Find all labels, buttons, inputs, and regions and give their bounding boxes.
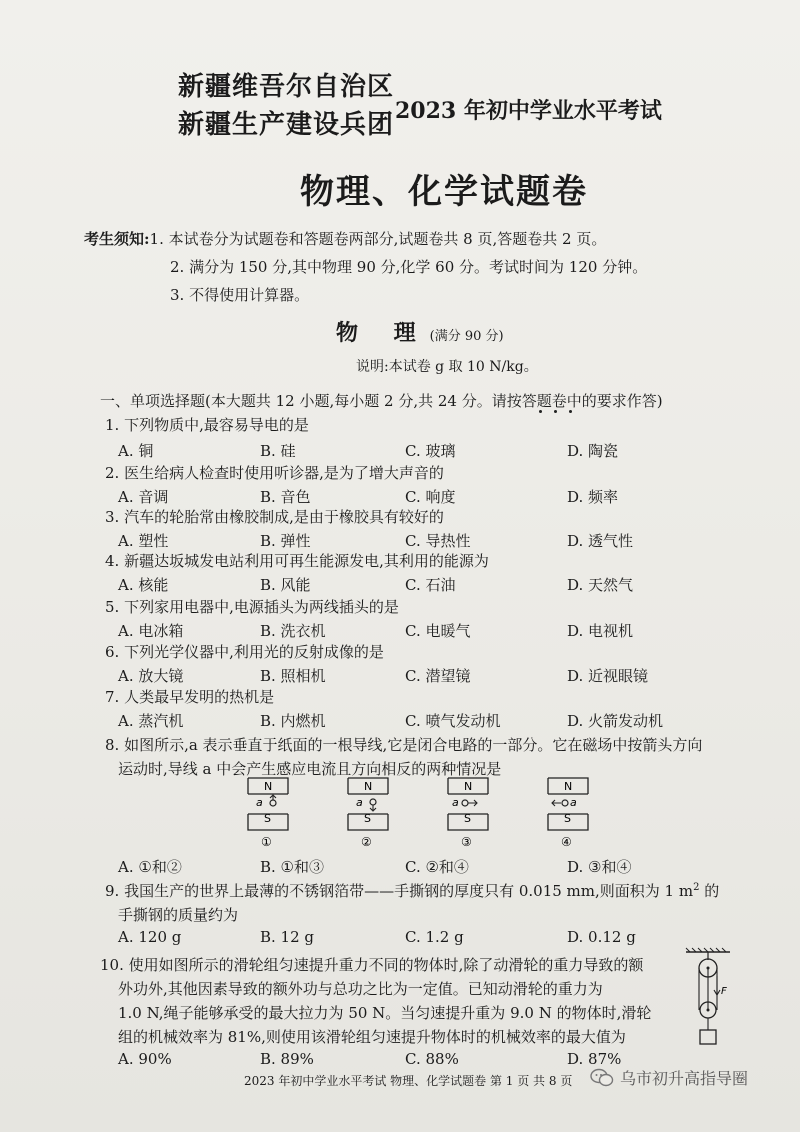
option: A. 120 g: [118, 928, 182, 946]
notice-item-2: 2. 满分为 150 分,其中物理 90 分,化学 60 分。考试时间为 120 分钟。: [170, 258, 648, 276]
wire-icon: [270, 800, 276, 806]
q9-line-1: [105, 880, 719, 901]
magnet-figure-4: [548, 778, 588, 849]
option: B. 照相机: [260, 667, 326, 685]
option: D. 火箭发动机: [567, 712, 664, 730]
arrow-right-icon: [468, 800, 477, 806]
pole-s-label: S: [264, 812, 271, 825]
option: B. 12 g: [260, 928, 315, 946]
force-label: F: [721, 986, 727, 997]
force-arrow-icon: [714, 976, 720, 995]
option: C. 响度: [405, 488, 456, 506]
option: D. 87%: [567, 1050, 622, 1068]
physics-title: 物 理: [336, 320, 430, 346]
q9-sup: 2: [693, 882, 700, 893]
weight-block-icon: [700, 1030, 716, 1044]
option: D. 天然气: [567, 576, 634, 594]
pole-n-label: N: [564, 780, 573, 793]
magnet-figure-2: [348, 778, 388, 849]
q10-line-1: 10. 使用如图所示的滑轮组匀速提升重力不同的物体时,除了动滑轮的重力导致的额: [100, 956, 644, 974]
pole-n-label: N: [264, 780, 273, 793]
notice-label: 考生须知:: [84, 230, 150, 248]
wire-icon: [370, 799, 376, 805]
q8-line-1: 8. 如图所示,a 表示垂直于纸面的一根导线,它是闭合电路的一部分。它在磁场中按箭头方向: [105, 736, 703, 754]
page-footer: 2023 年初中学业水平考试 物理、化学试题卷 第 1 页 共 8 页: [244, 1074, 573, 1088]
pole-n-label: N: [364, 780, 373, 793]
option: B. 洗衣机: [260, 622, 326, 640]
option: C. 石油: [405, 576, 456, 594]
magnet-figures: [240, 774, 620, 854]
option: B. 音色: [260, 488, 311, 506]
physics-score: (满分 90 分): [429, 329, 504, 344]
question-stem: 2. 医生给病人检查时使用听诊器,是为了增大声音的: [105, 464, 444, 482]
header-exam-title: 2023 年初中学业水平考试: [395, 98, 662, 124]
emphasis-dot: [554, 410, 557, 413]
wechat-icon: [590, 1067, 614, 1089]
arrow-up-icon: [270, 795, 276, 800]
option: C. 玻璃: [405, 442, 456, 460]
option: B. 硅: [260, 442, 296, 460]
notice-item-3: 3. 不得使用计算器。: [170, 286, 310, 304]
option: B. 弹性: [260, 532, 311, 550]
figure-label: ②: [361, 835, 372, 849]
wire-label: a: [570, 796, 577, 809]
pole-s-label: S: [464, 812, 471, 825]
figure-label: ①: [261, 835, 272, 849]
option: B. 内燃机: [260, 712, 326, 730]
q10-line-4: 组的机械效率为 81%,则使用该滑轮组匀速提升物体时的机械效率的最大值为: [118, 1028, 626, 1046]
option: C. 潜望镜: [405, 667, 471, 685]
magnet-figure-3: [448, 778, 488, 849]
question-stem: 4. 新疆达坂城发电站利用可再生能源发电,其利用的能源为: [105, 552, 489, 570]
physics-heading: [336, 316, 504, 347]
watermark-text: 乌市初升高指导圈: [620, 1069, 749, 1088]
watermark: [590, 1066, 748, 1089]
question-stem: 3. 汽车的轮胎常由橡胶制成,是由于橡胶具有较好的: [105, 508, 444, 526]
notice-line-1: [84, 228, 606, 249]
option: B. ①和③: [260, 858, 325, 876]
option: D. 透气性: [567, 532, 634, 550]
option: A. 放大镜: [118, 667, 184, 685]
option: D. 近视眼镜: [567, 667, 649, 685]
q9-line-2: 手撕钢的质量约为: [118, 906, 239, 924]
wire-label: a: [356, 796, 363, 809]
magnet-figure-1: [248, 778, 288, 849]
wire-label: a: [256, 796, 263, 809]
option: D. 频率: [567, 488, 619, 506]
question-stem: 5. 下列家用电器中,电源插头为两线插头的是: [105, 598, 399, 616]
wire-label: a: [452, 796, 459, 809]
question-stem: 7. 人类最早发明的热机是: [105, 688, 275, 706]
figure-label: ③: [461, 835, 472, 849]
option: D. ③和④: [567, 858, 632, 876]
question-stem: 1. 下列物质中,最容易导电的是: [105, 416, 309, 434]
q9-text-a: 9. 我国生产的世界上最薄的不锈钢箔带——手撕钢的厚度只有 0.015 mm,则面积为 1 m: [105, 882, 694, 900]
emphasis-dot: [539, 410, 542, 413]
wire-icon: [462, 800, 468, 806]
option: A. 蒸汽机: [118, 712, 184, 730]
q10-line-2: 外功外,其他因素导致的额外功与总功之比为一定值。已知动滑轮的重力为: [118, 980, 603, 998]
option: C. 喷气发动机: [405, 712, 501, 730]
pole-s-label: S: [564, 812, 571, 825]
q10-line-3: 1.0 N,绳子能够承受的最大拉力为 50 N。当匀速提升重为 9.0 N 的物体时,滑轮: [118, 1004, 652, 1022]
option: A. 塑性: [118, 532, 169, 550]
option: A. ①和②: [118, 858, 182, 876]
option: C. ②和④: [405, 858, 469, 876]
option: B. 风能: [260, 576, 311, 594]
wire-icon: [562, 800, 568, 806]
option: A. 90%: [118, 1050, 172, 1068]
option: A. 铜: [118, 442, 154, 460]
physics-note: 说明:本试卷 g 取 10 N/kg。: [356, 359, 538, 375]
figure-label: ④: [561, 835, 572, 849]
option: A. 电冰箱: [118, 622, 184, 640]
page-title: 物理、化学试题卷: [300, 172, 588, 212]
header-region2: 新疆生产建设兵团: [178, 110, 395, 140]
option: C. 导热性: [405, 532, 471, 550]
arrow-down-icon: [370, 805, 376, 811]
option: C. 88%: [405, 1050, 459, 1068]
option: C. 电暖气: [405, 622, 471, 640]
emphasis-dot: [569, 410, 572, 413]
q9-text-b: 的: [699, 882, 720, 900]
notice-item-1: 1. 本试卷分为试题卷和答题卷两部分,试题卷共 8 页,答题卷共 2 页。: [149, 230, 607, 248]
option: A. 音调: [118, 488, 169, 506]
section-heading: 一、单项选择题(本大题共 12 小题,每小题 2 分,共 24 分。请按答题卷中的要求作答): [100, 392, 663, 410]
header-region1: 新疆维吾尔自治区: [178, 72, 395, 102]
option: B. 89%: [260, 1050, 314, 1068]
pulley-figure: [680, 946, 740, 1054]
pole-s-label: S: [364, 812, 371, 825]
option: C. 1.2 g: [405, 928, 464, 946]
option: D. 0.12 g: [567, 928, 636, 946]
pole-n-label: N: [464, 780, 473, 793]
option: D. 陶瓷: [567, 442, 619, 460]
option: D. 电视机: [567, 622, 634, 640]
question-stem: 6. 下列光学仪器中,利用光的反射成像的是: [105, 643, 384, 661]
q8-line-2: 运动时,导线 a 中会产生感应电流且方向相反的两种情况是: [118, 760, 502, 778]
arrow-left-icon: [552, 800, 561, 806]
option: A. 核能: [118, 576, 169, 594]
